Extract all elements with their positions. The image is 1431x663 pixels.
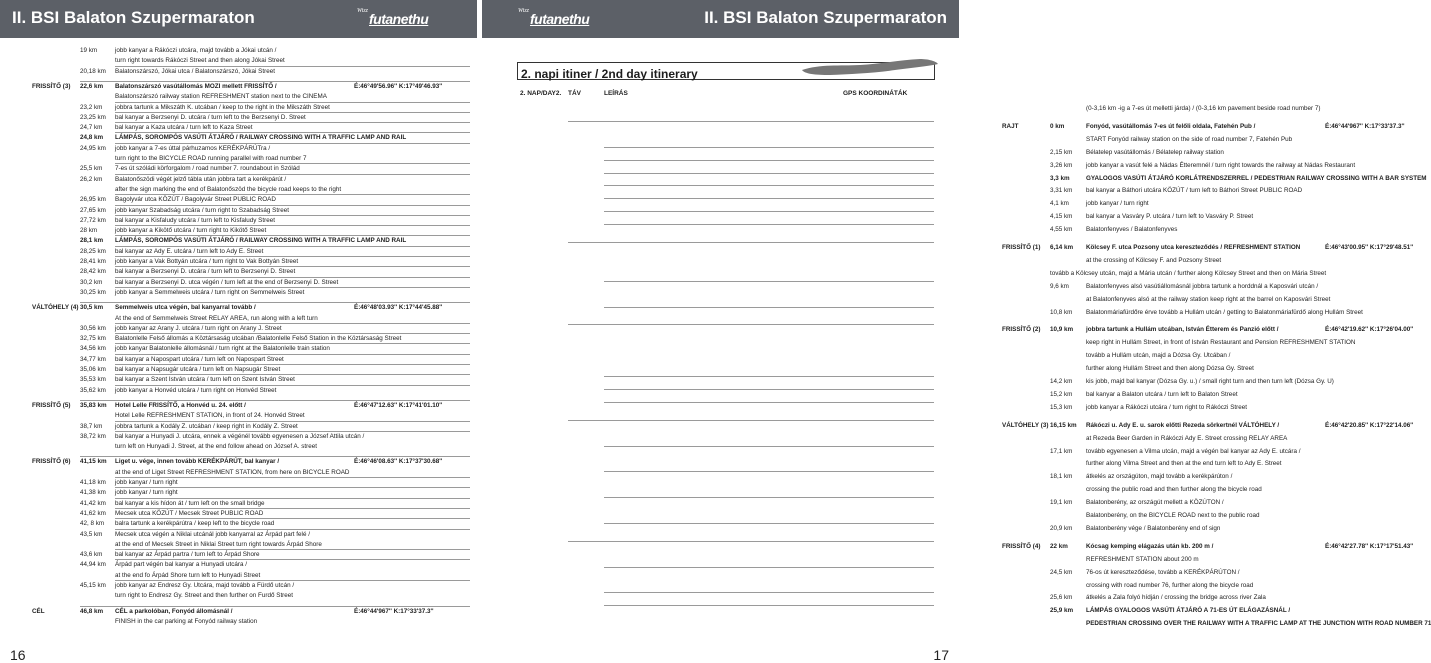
logo-brand-text: futanethu <box>369 11 429 27</box>
description-cell: jobb kanyar a Rákóczi utcára, majd tovább a Jókai utcán / <box>115 47 277 54</box>
description-cell: LÁMPÁS, SOROMPÓS VASÚTI ÁTJÁRÓ / RAILWAY CROSSING WITH A TRAFFIC LAMP AND RAIL <box>115 134 407 142</box>
itinerary-row <box>482 161 1356 171</box>
distance-cell: 24,7 km <box>80 124 103 132</box>
itinerary-row <box>0 386 477 396</box>
description-cell: at Rezeda Beer Garden in Rákóczi Ady E. Street crossing RELAY AREA <box>1086 434 1288 442</box>
itinerary-row <box>482 434 1288 444</box>
itinerary-row <box>0 591 477 601</box>
distance-cell: 25,9 km <box>1050 607 1074 615</box>
description-cell: further along Vilma Street and then at the end turn left to Ady E. Street <box>1086 460 1282 468</box>
distance-cell: 41,62 km <box>80 509 106 517</box>
distance-cell: 25,6 km <box>1050 594 1073 602</box>
description-cell: átkelés az országúton, majd tovább a kerékpárúton / <box>1086 473 1233 481</box>
description-cell: jobb kanyar a Vak Bottyán utcára / turn right to Vak Bottyán Street <box>115 258 299 265</box>
itinerary-row <box>482 403 1247 413</box>
distance-cell: 27,72 km <box>80 216 106 224</box>
distance-cell: 22 km <box>1050 542 1068 550</box>
description-cell: Balatonszárszó railway station REFRESHMENT station next to the CINEMA <box>115 93 327 101</box>
description-cell: bal kanyar a Napsugár utcára / turn left on Napsugár Street <box>115 366 281 373</box>
station-row <box>482 122 1405 132</box>
gps-cell: É:46°43'00.95'' K:17°29'48.51'' <box>1325 244 1414 251</box>
col-header-distance: TÁV <box>568 90 581 97</box>
itinerary-row <box>482 351 1231 361</box>
description-cell: Kócsag kemping elágazás után kb. 200 m / <box>1086 542 1214 550</box>
description-cell: Balatonlelle Felső állomás a Köztársaság utcában /Balatonlelle Felső Station in the Köztársaság Street <box>115 335 402 343</box>
itinerary-row <box>0 432 477 442</box>
description-cell: LÁMPÁS, SOROMPÓS VASÚTI ÁTJÁRÓ / RAILWAY CROSSING WITH A TRAFFIC LAMP AND RAIL <box>115 237 407 245</box>
distance-cell: 4,1 km <box>1050 200 1069 208</box>
gps-cell: É:46°42'27.78'' K:17°17'51.43'' <box>1325 542 1414 550</box>
gps-cell: É:46°46'08.63'' K:17°37'30.68'' <box>354 458 443 466</box>
itinerary-row <box>482 593 1266 603</box>
description-cell: PEDESTRIAN CROSSING OVER THE RAILWAY WITH A TRAFFIC LAMP AT THE JUNCTION WITH ROAD NUMBER 71 <box>1086 620 1431 628</box>
itinerary-row <box>0 560 477 570</box>
gps-cell: É:46°42'20.85'' K:17°22'14.06'' <box>1325 421 1414 429</box>
balaton-map-icon <box>800 56 940 78</box>
col-header-gps: GPS KOORDINÁTÁK <box>843 90 908 97</box>
description-cell: balra tartunk a kerékpárútra / keep left to the bicycle road <box>115 520 275 528</box>
station-label: VÁLTÓHELY (3) <box>1002 421 1049 429</box>
distance-cell: 30,5 km <box>80 304 104 312</box>
itinerary-row <box>482 498 1224 508</box>
description-cell: jobb kanyar az Arany J. utcára / turn right on Arany J. Street <box>115 324 282 332</box>
distance-cell: 26,95 km <box>80 196 106 204</box>
distance-cell: 14,2 km <box>1050 378 1073 385</box>
description-cell: bal kanyar a Kaza utcára / turn left to Kaza Street <box>115 124 253 132</box>
description-cell: átkelés a Zala folyó hídján / crossing the bridge across river Zala <box>1086 594 1266 602</box>
description-cell: bal kanyar a Szent István utcára / turn left on Szent István Street <box>115 376 295 384</box>
itinerary-row <box>482 199 1149 209</box>
description-cell: jobb kanyar Szabadság utcára / turn right to Szabadság Street <box>115 206 289 214</box>
description-cell: Balatonszárszó, Jókai utca / Balatonszárszó, Jókai Street <box>115 67 275 75</box>
distance-cell: 35,62 km <box>80 386 106 394</box>
description-cell: Balatonmáriafürdőre érve tovább a Hullám utcán / getting to Balatonmáriafürdő along Hullám Street <box>1086 308 1363 316</box>
description-cell: jobb kanyar a Semmelweis utcára / turn right on Semmelweis Street <box>115 288 305 296</box>
distance-cell: 16,15 km <box>1050 421 1077 429</box>
distance-cell: 20,9 km <box>1050 524 1073 532</box>
description-cell: bal kanyar a Kisfaludy utcára / turn left to Kisfaludy Street <box>115 216 275 224</box>
itinerary-row <box>482 338 1356 348</box>
description-cell: jobb kanyar / turn right <box>115 479 178 486</box>
itinerary-row <box>482 135 1293 145</box>
description-cell: REFRESHMENT STATION about 200 m <box>1086 555 1199 563</box>
description-cell: LÁMPÁS GYALOGOS VASÚTI ÁTJÁRÓ A 71-ES ÚT ELÁGAZÁSNÁL / <box>1086 607 1291 615</box>
description-cell: CÉL a parkolóban, Fonyód állomásnál / <box>115 607 233 615</box>
page-number-right: 17 <box>933 647 949 663</box>
itinerary-row <box>0 67 477 77</box>
distance-cell: 35,53 km <box>80 376 106 384</box>
station-label: FRISSÍTŐ (2) <box>1002 326 1041 334</box>
station-row <box>0 303 477 313</box>
description-cell: Balatonőszödi végét jelző tábla után jobbra tart a kerékpárút / <box>115 175 287 183</box>
description-cell: tovább a Kölcsey utcán, majd a Mária utcán / further along Kölcsey Street and then on Mária Street <box>1050 269 1327 277</box>
header-bar-left <box>0 0 477 38</box>
distance-cell: 46,8 km <box>80 607 104 615</box>
station-label: VÁLTÓHELY (4) <box>32 304 79 312</box>
description-cell: jobb kanyar Balatonlelle állomásnál / turn right at the Balatonlelle train station <box>115 345 330 353</box>
station-label: FRISSÍTŐ (4) <box>1002 542 1041 550</box>
distance-cell: 24,5 km <box>1050 568 1073 576</box>
logo-brand-text: futanethu <box>530 11 590 27</box>
station-row <box>482 421 1414 431</box>
itinerary-row <box>482 472 1233 482</box>
description-cell: Hotel Lelle FRISSÍTŐ, a Honvéd u. 24. előtt / <box>115 401 246 409</box>
description-cell: GYALOGOS VASÚTI ÁTJÁRÓ KORLÁTRENDSZERREL / PEDESTRIAN RAILWAY CROSSING WITH A BAR SYSTEM <box>1086 174 1427 182</box>
description-cell: bal kanyar a Berzsenyi D. utcára / turn left to Berzsenyi D. Street <box>115 268 296 276</box>
itinerary-row <box>482 308 1363 318</box>
description-cell: Bagolyvár utca KÖZÚT / Bagolyvár Street PUBLIC ROAD <box>115 196 276 204</box>
itinerary-row <box>482 282 1319 292</box>
distance-cell: 35,06 km <box>80 366 106 373</box>
station-row <box>0 82 477 92</box>
distance-cell: 30,56 km <box>80 324 106 332</box>
itinerary-row <box>482 377 1334 387</box>
distance-cell: 10,9 km <box>1050 326 1074 334</box>
description-cell: at Balatonfenyves alsó at the railway station keep right at the barrel on Kaposvári Street <box>1086 295 1331 303</box>
distance-cell: 30,2 km <box>80 278 103 286</box>
distance-cell: 38,7 km <box>80 422 103 430</box>
description-cell: Fonyód, vasútállomás 7-es út felőli oldala, Fatehén Pub / <box>1086 122 1256 130</box>
distance-cell: 0 km <box>1050 122 1065 130</box>
station-row <box>0 457 477 467</box>
distance-cell: 30,25 km <box>80 288 106 296</box>
description-cell: bal kanyar az Ady E. utcára / turn left to Ady E. Street <box>115 247 264 255</box>
distance-cell: 25,5 km <box>80 165 103 173</box>
description-cell: Bélatelep vasútállomás / Bélatelep railway station <box>1086 148 1224 156</box>
itinerary-row <box>0 617 477 627</box>
col-header-day: 2. NAP/DAY2. <box>520 90 562 97</box>
description-cell: (0-3,16 km -ig a 7-es út melletti járda) / (0-3,16 km pavement beside road number 7) <box>1086 105 1321 112</box>
description-cell: bal kanyar a Hunyadi J. utcára, ennek a végénél tovább egyenesen a József Attila utcán / <box>115 432 365 440</box>
itinerary-row <box>482 511 1260 521</box>
itinerary-row <box>482 225 1178 235</box>
distance-cell: 32,75 km <box>80 335 106 343</box>
description-cell: Árpád part végén bal kanyar a Hunyadi utcára / <box>115 561 247 569</box>
station-label: FRISSÍTŐ (1) <box>1002 244 1041 251</box>
description-cell: turn right to Endresz Gy. Street and then further on Furdő Street <box>115 592 294 600</box>
itinerary-row <box>482 459 1282 469</box>
itinerary-row <box>482 606 1291 616</box>
description-cell: jobbra tartunk a Mikszáth K. utcában / keep to the right in the Mikszáth Street <box>115 103 330 111</box>
itinerary-row <box>482 186 1303 196</box>
station-label: CÉL <box>32 607 45 615</box>
station-label: RAJT <box>1002 122 1019 130</box>
description-cell: bal kanyar a kis hídon át / turn left on the small bridge <box>115 499 265 507</box>
description-cell: at the end of Mecsek Street in Niklai Street turn right towards Árpád Shore <box>115 540 322 548</box>
itinerary-row <box>482 148 1224 158</box>
description-cell: bal kanyar a Berzsenyi D. utca végén / turn left at the end of Berzsenyi D. Street <box>115 278 339 286</box>
description-cell: bal kanyar a Vasváry P. utcára / turn left to Vasváry P. Street <box>1086 213 1254 221</box>
distance-cell: 43,6 km <box>80 551 103 559</box>
distance-cell: 26,2 km <box>80 175 103 183</box>
itinerary-row <box>482 555 1199 565</box>
station-row <box>482 542 1414 552</box>
distance-cell: 23,25 km <box>80 113 106 121</box>
distance-cell: 24,8 km <box>80 134 104 142</box>
station-label: FRISSÍTŐ (5) <box>32 401 71 409</box>
description-cell: at the end fo Árpád Shore turn left to Hunyadi Street <box>115 571 261 579</box>
description-cell: jobb kanyar / turn right <box>1086 200 1149 208</box>
description-cell: Balatonszárszó vasútállomás MOZI mellett FRISSÍTŐ / <box>115 82 277 90</box>
description-cell: jobb kanyar a 7-es úttal párhuzamos KERÉKPÁRÚTra / <box>115 144 271 152</box>
page-title-right: II. BSI Balaton Szupermaraton <box>704 8 947 27</box>
itinerary-row <box>482 269 1327 279</box>
description-cell: bal kanyar a Berzsenyi D. utcára / turn left to the Berzsenyi D. Street <box>115 113 306 121</box>
itinerary-row <box>482 256 1222 266</box>
description-cell: bal kanyar a Báthori utcára KÖZÚT / turn left to Báthori Street PUBLIC ROAD <box>1086 187 1303 195</box>
description-cell: turn right towards Rákóczi Street and then along Jókai Street <box>115 57 285 65</box>
futanet-logo-right <box>518 8 598 30</box>
distance-cell: 3,3 km <box>1050 174 1070 182</box>
itinerary-row <box>482 524 1221 534</box>
itinerary-row <box>482 619 1431 629</box>
description-cell: Mecsek utca végén a Niklai utcánál jobb kanyarral az Árpád part felé / <box>115 530 310 538</box>
distance-cell: 15,2 km <box>1050 390 1073 398</box>
description-cell: jobb kanyar a Kikötő utcára / turn right to Kikötő Street <box>115 227 267 235</box>
distance-cell: 6,14 km <box>1050 244 1074 251</box>
distance-cell: 17,1 km <box>1050 447 1073 455</box>
description-cell: Hotel Lelle REFRESHMENT STATION, in front of 24. Honvéd Street <box>115 412 305 420</box>
distance-cell: 43,5 km <box>80 530 103 538</box>
distance-cell: 24,95 km <box>80 144 106 152</box>
gps-cell: É:46°48'03.93'' K:17°44'45.88'' <box>354 304 443 312</box>
itinerary-row <box>0 581 477 591</box>
distance-cell: 4,15 km <box>1050 213 1073 221</box>
description-cell: Mecsek utca KÖZÚT / Mecsek Street PUBLIC ROAD <box>115 509 264 517</box>
distance-cell: 44,94 km <box>80 561 106 569</box>
page-number-left: 16 <box>10 647 26 663</box>
station-row <box>482 243 1414 253</box>
distance-cell: 42, 8 km <box>80 520 105 528</box>
description-cell: bal kanyar a Balaton utcára / turn left to Balaton Street <box>1086 390 1238 398</box>
distance-cell: 20,18 km <box>80 67 106 75</box>
itinerary-row <box>0 530 477 540</box>
page-title-left: II. BSI Balaton Szupermaraton <box>12 8 255 27</box>
distance-cell: 34,56 km <box>80 345 106 353</box>
station-row <box>0 401 477 411</box>
description-cell: jobbra tartunk a Kodály Z. utcában / keep right in Kodály Z. Street <box>115 422 298 430</box>
distance-cell: 2,15 km <box>1050 148 1073 156</box>
distance-cell: 22,6 km <box>80 82 104 90</box>
description-cell: 7-es út szóládi körforgalom / road number 7. roundabout in Szólád <box>115 165 300 173</box>
description-cell: jobb kanyar a Honvéd utcára / turn right on Honvéd Street <box>115 386 277 394</box>
description-cell: jobbra tartunk a Hullám utcában, István Étterem és Panzió előtt / <box>1086 326 1279 334</box>
description-cell: FINISH in the car parking at Fonyód railway station <box>115 617 258 625</box>
distance-cell: 27,65 km <box>80 206 106 214</box>
description-cell: Rákóczi u. Ady E. u. sarok előtti Rezeda sörkertnél VÁLTÓHELY / <box>1086 421 1280 429</box>
itinerary-row <box>482 447 1301 457</box>
itinerary-row <box>482 581 1254 591</box>
distance-cell: 3,26 km <box>1050 161 1073 169</box>
logo-small-text: Wizz <box>357 8 369 14</box>
distance-cell: 45,15 km <box>80 582 106 589</box>
itinerary-row <box>482 485 1262 495</box>
distance-cell: 28,41 km <box>80 258 106 265</box>
itinerary-row <box>482 174 1427 184</box>
description-cell: Balatonfenyves alsó vasútiállomásnál jobbra tartunk a horddnál a Kaposvári utcán / <box>1086 282 1319 290</box>
distance-cell: 10,8 km <box>1050 308 1073 316</box>
description-cell: Balatonberény vége / Balatonberény end of sign <box>1086 524 1221 532</box>
distance-cell: 9,6 km <box>1050 282 1069 290</box>
description-cell: jobb kanyar / turn right <box>115 489 178 497</box>
station-label: FRISSÍTŐ (6) <box>32 458 71 466</box>
distance-cell: 19 km <box>80 47 98 54</box>
description-cell: jobb kanyar a Rákóczi utcára / turn right to Rákóczi Street <box>1086 403 1247 411</box>
description-cell: Semmelweis utca végén, bal kanyarral tovább / <box>115 304 256 312</box>
itinerary-row <box>482 104 1321 114</box>
description-cell: tovább a Hullám utcán, majd a Dózsa Gy. Utcában / <box>1086 352 1231 360</box>
description-cell: crossing with road number 76, further along the bicycle road <box>1086 581 1254 589</box>
distance-cell: 38,72 km <box>80 432 106 440</box>
description-cell: after the sign marking the end of Balatonőszöd the bicycle road keeps to the right <box>115 185 342 193</box>
distance-cell: 23,2 km <box>80 103 103 111</box>
itinerary-row <box>482 295 1331 305</box>
itinerary-row <box>0 144 477 154</box>
distance-cell: 3,31 km <box>1050 187 1073 195</box>
station-label: FRISSÍTŐ (3) <box>32 82 71 90</box>
description-cell: Balatonberény, on the BICYCLE ROAD next to the public road <box>1086 512 1260 519</box>
distance-cell: 35,83 km <box>80 401 107 409</box>
distance-cell: 18,1 km <box>1050 473 1073 481</box>
itinerary-row <box>482 212 1254 222</box>
col-header-description: LEÍRÁS <box>604 90 628 97</box>
itinerary-row <box>0 288 477 298</box>
description-cell: START Fonyód railway station on the side of road number 7, Fatehén Pub <box>1086 135 1293 143</box>
distance-cell: 41,18 km <box>80 479 106 486</box>
gps-cell: É:46°44'967'' K:17°33'37.3'' <box>1325 122 1405 130</box>
itinerary-row <box>0 175 477 185</box>
distance-cell: 41,38 km <box>80 489 106 497</box>
description-cell: Balatonfenyves / Balatonfenyves <box>1086 226 1178 234</box>
distance-cell: 41,15 km <box>80 458 107 466</box>
distance-cell: 28,25 km <box>80 247 106 255</box>
description-cell: crossing the public road and then further along the bicycle road <box>1086 486 1262 494</box>
description-cell: Kölcsey F. utca Pozsony utca kereszteződés / REFRESHMENT STATION <box>1086 244 1301 251</box>
description-cell: At the end of Semmelweis Street RELAY AREA, run along with a left turn <box>115 314 318 322</box>
itinerary-row <box>0 46 477 56</box>
itinerary-row <box>482 568 1240 578</box>
distance-cell: 28,42 km <box>80 268 106 276</box>
description-cell: bal kanyar az Árpád partra / turn left to Árpád Shore <box>115 551 260 559</box>
distance-cell: 28,1 km <box>80 237 104 245</box>
description-cell: keep right in Hullám Street, in front of István Restaurant and Pension REFRESHMENT STATION <box>1086 339 1356 347</box>
description-cell: jobb kanyar az Endresz Gy. Utcára, majd tovább a Fürdő utcán / <box>115 582 295 589</box>
header-bar-right <box>482 0 959 38</box>
distance-cell: 41,42 km <box>80 499 106 507</box>
description-cell: turn right to the BICYCLE ROAD running parallel with road number 7 <box>115 155 307 162</box>
logo-small-text: Wizz <box>518 8 530 14</box>
description-cell: 76-os út kereszteződése, tovább a KERÉKPÁRÚTON / <box>1086 568 1240 576</box>
gps-cell: É:46°42'19.62'' K:17°26'04.00'' <box>1325 326 1414 334</box>
distance-cell: 28 km <box>80 227 98 235</box>
description-cell: jobb kanyar a vasút felé a Nádas Étteremnél / turn right towards the railway at Nádas Restaurant <box>1086 161 1356 169</box>
section-title: 2. napi itiner / 2nd day itinerary <box>521 67 698 81</box>
gps-cell: É:46°49'56.96'' K:17°49'46.93'' <box>354 82 443 90</box>
description-cell: kis jobb, majd bal kanyar (Dózsa Gy. u.) / small right turn and then turn left (Dózsa Gy. U) <box>1086 378 1334 385</box>
description-cell: turn left on Hunyadi J. Street, at the end follow ahead on József A. street <box>115 443 317 451</box>
description-cell: Balatonberény, az országút mellett a KÖZÚTON / <box>1086 499 1224 507</box>
itinerary-row <box>0 442 477 452</box>
description-cell: bal kanyar a Napospart utcára / turn left on Napospart Street <box>115 355 284 363</box>
gps-cell: É:46°44'967'' K:17°33'37.3'' <box>354 607 434 615</box>
futanet-logo-left <box>357 8 437 30</box>
description-cell: Liget u. vége, innen tovább KERÉKPÁRÚT, bal kanyar / <box>115 458 280 466</box>
itinerary-row <box>482 390 1238 400</box>
description-cell: further along Hullám Street and then along Dózsa Gy. Street <box>1086 365 1254 373</box>
itinerary-row <box>482 364 1254 374</box>
distance-cell: 4,55 km <box>1050 226 1073 234</box>
description-cell: tovább egyenesen a Vilma utcán, majd a végén bal kanyar az Ady E. utcára / <box>1086 447 1301 455</box>
gps-cell: É:46°47'12.63'' K:17°41'01.10'' <box>354 401 443 409</box>
distance-cell: 19,1 km <box>1050 499 1073 507</box>
station-row <box>0 607 477 617</box>
distance-cell: 15,3 km <box>1050 403 1073 411</box>
description-cell: at the end of Liget Street REFRESHMENT STATION, from here on BICYCLE ROAD <box>115 468 350 476</box>
distance-cell: 34,77 km <box>80 355 106 363</box>
description-cell: at the crossing of Kölcsey F. and Pozsony Street <box>1086 256 1222 264</box>
station-row <box>482 325 1414 335</box>
